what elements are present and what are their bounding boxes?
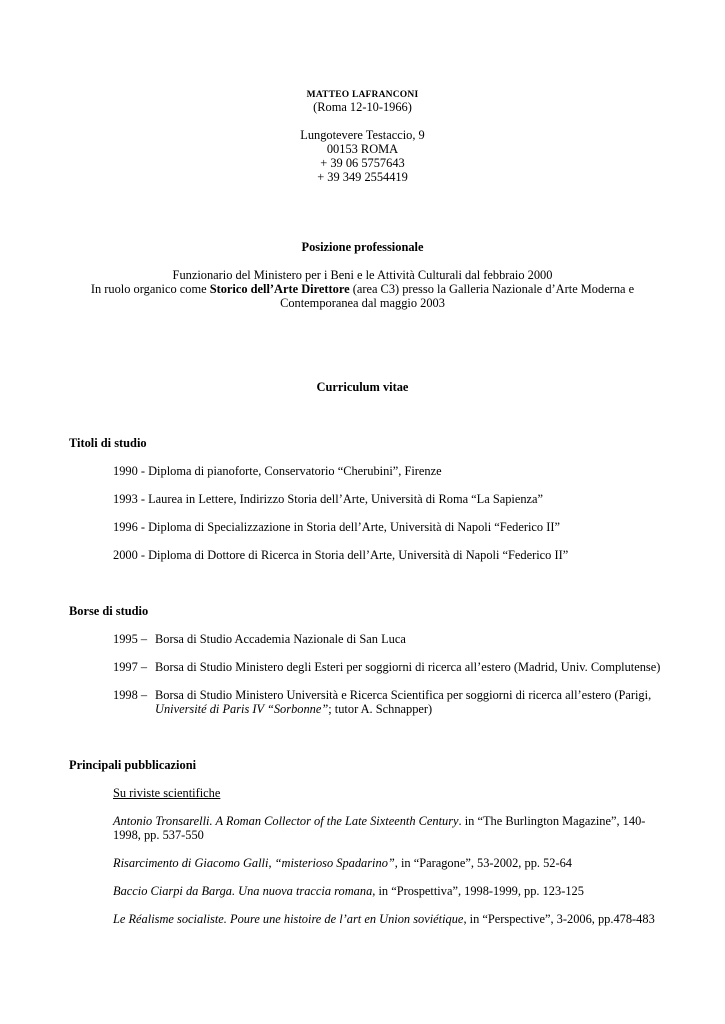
position-title: Storico dell’Arte Direttore — [209, 282, 350, 296]
position-line-2-post: (area C3) presso la Galleria Nazionale d’Arte Moderna e — [349, 282, 635, 296]
publication-item — [113, 856, 572, 870]
publication-title: Le Réalisme socialiste. Poure une histoire de l’art en Union soviétique — [113, 912, 464, 926]
study-item: 1990 - Diploma di pianoforte, Conservatorio “Cherubini”, Firenze — [113, 464, 442, 478]
address-street: Lungotevere Testaccio, 9 — [300, 128, 425, 142]
grant-text: Borsa di Studio Ministero degli Esteri per soggiorni di ricerca all’estero (Madrid, Univ. Complutense) — [155, 660, 661, 674]
grant-year: 1997 – — [113, 660, 148, 674]
publication-source: , in “Perspective”, 3-2006, pp.478-483 — [463, 912, 655, 926]
grant-university: Université di Paris IV “Sorbonne” — [155, 702, 329, 716]
position-line-1: Funzionario del Ministero per i Beni e le Attività Culturali dal febbraio 2000 — [172, 268, 553, 282]
grant-year: 1995 – — [113, 632, 148, 646]
address-city: 00153 ROMA — [326, 142, 399, 156]
study-item: 1993 - Laurea in Lettere, Indirizzo Storia dell’Arte, Università di Roma “La Sapienza” — [113, 492, 544, 506]
publications-heading: Principali pubblicazioni — [69, 758, 197, 772]
publication-item — [113, 884, 584, 898]
grants-heading: Borse di studio — [69, 604, 149, 618]
study-item: 2000 - Diploma di Dottore di Ricerca in Storia dell’Arte, Università di Napoli “Federico II” — [113, 548, 569, 562]
position-heading: Posizione professionale — [301, 240, 424, 254]
grant-text: Borsa di Studio Ministero Università e Ricerca Scientifica per soggiorni di ricerca all’estero (Parigi, — [155, 688, 652, 702]
publication-title: Antonio Tronsarelli. A Roman Collector of the Late Sixteenth Century — [113, 814, 459, 828]
publication-title: Risarcimento di Giacomo Galli, “misterioso Spadarino” — [113, 856, 395, 870]
grant-text: Borsa di Studio Accademia Nazionale di San Luca — [155, 632, 406, 646]
publication-item-continued: 1998, pp. 537-550 — [113, 828, 204, 842]
publications-subheading: Su riviste scientifiche — [113, 786, 221, 800]
position-line-2-pre: In ruolo organico come — [90, 282, 210, 296]
publication-title: Baccio Ciarpi da Barga. Una nuova traccia romana — [113, 884, 373, 898]
publication-source: , in “Prospettiva”, 1998-1999, pp. 123-125 — [372, 884, 584, 898]
publication-source: , in “Paragone”, 53-2002, pp. 52-64 — [394, 856, 572, 870]
cv-heading: Curriculum vitae — [316, 380, 409, 394]
grant-text-continued — [155, 702, 432, 716]
cv-name: MATTEO LAFRANCONI — [306, 90, 419, 100]
position-line-2 — [0, 282, 725, 296]
publication-source: . in “The Burlington Magazine”, 140- — [458, 814, 646, 828]
phone-landline: + 39 06 5757643 — [320, 156, 405, 170]
birth-info: (Roma 12-10-1966) — [313, 100, 412, 114]
grant-tutor: ; tutor A. Schnapper) — [328, 702, 433, 716]
grant-year: 1998 – — [113, 688, 148, 702]
phone-mobile: + 39 349 2554419 — [317, 170, 408, 184]
position-line-3: Contemporanea dal maggio 2003 — [280, 296, 445, 310]
publication-item — [113, 912, 655, 926]
studies-heading: Titoli di studio — [69, 436, 147, 450]
publication-item — [113, 814, 645, 828]
study-item: 1996 - Diploma di Specializzazione in Storia dell’Arte, Università di Napoli “Federico II” — [113, 520, 560, 534]
